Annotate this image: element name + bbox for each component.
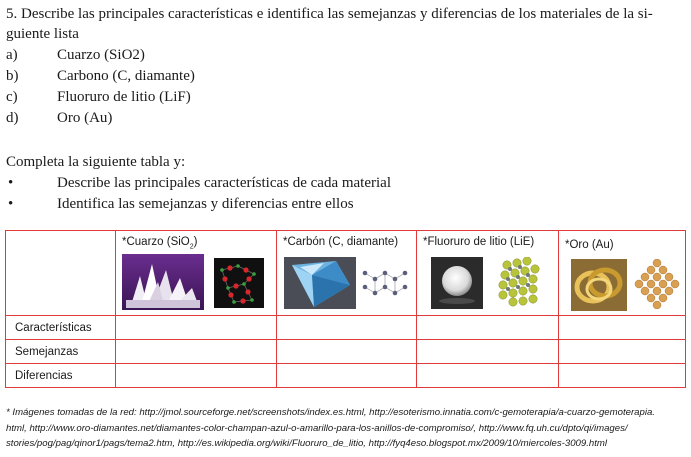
answer-cell[interactable] (559, 316, 686, 340)
answer-cell[interactable] (116, 316, 277, 340)
answer-cell[interactable] (277, 340, 417, 364)
gold-structure-image (633, 259, 681, 309)
answer-cell[interactable] (417, 316, 559, 340)
header-label: *Carbón (C, diamante) (283, 236, 399, 248)
table-row (6, 364, 686, 388)
option-text: Oro (Au) (57, 110, 113, 126)
header-label: *Fluoruro de litio (LiE) (423, 236, 535, 248)
header-label: *Oro (Au) (565, 239, 614, 251)
header-fluoruro (417, 231, 559, 316)
answer-cell[interactable] (116, 340, 277, 364)
diamond-image (284, 257, 356, 309)
option-letter: b) (6, 68, 19, 84)
footnote-line: stories/pog/pag/qinor1/pags/tema2.htm, http://es.wikipedia.org/wiki/Fluoruro_de_litio, http://fyq4eso.blogspot.mx/2009/10/miercoles-3009.html (6, 438, 608, 449)
footnote-line: * Imágenes tomadas de la red: http://jmol.sourceforge.net/screenshots/index.es.html, http://esoterismo.innatia.com/c-gemoterapia/a-cuarzo-gemoterapia. (6, 407, 655, 418)
bullet-icon: • (8, 175, 14, 191)
answer-cell[interactable] (417, 364, 559, 388)
lithium-fluoride-structure-image (495, 257, 545, 307)
question-line-1: 5. Describe las principales características e identifica las semejanzas y diferencias de los materiales de la si- (6, 6, 653, 22)
bullet-icon: • (8, 196, 14, 212)
header-cuarzo (116, 231, 277, 316)
option-text: Cuarzo (SiO2) (57, 47, 145, 63)
quartz-structure-image (214, 258, 264, 308)
header-carbon (277, 231, 417, 316)
header-label: *Cuarzo (SiO$_2$) (122, 236, 198, 251)
instructions-lead: Completa la siguiente tabla y: (6, 154, 186, 170)
quartz-crystal-image (122, 254, 204, 310)
image-credits-footnote (6, 405, 688, 452)
materials-table (5, 230, 686, 388)
answer-cell[interactable] (417, 340, 559, 364)
option-letter: c) (6, 89, 18, 105)
header-empty-cell (6, 231, 116, 316)
answer-cell[interactable] (277, 364, 417, 388)
answer-cell[interactable] (559, 340, 686, 364)
table-row (6, 316, 686, 340)
bullet-text: Identifica las semejanzas y diferencias entre ellos (57, 196, 354, 212)
answer-cell[interactable] (277, 316, 417, 340)
question-line-2: guiente lista (6, 26, 79, 42)
row-label-caracteristicas: Características (6, 316, 116, 340)
header-oro (559, 231, 686, 316)
option-text: Carbono (C, diamante) (57, 68, 195, 84)
gold-rings-image (571, 259, 627, 311)
option-letter: a) (6, 47, 18, 63)
row-label-diferencias: Diferencias (6, 364, 116, 388)
footnote-line: html, http://www.oro-diamantes.net/diamantes-color-champan-azul-o-amarillo-para-los-anillos-de-compromiso/, http://www.fq.uh.cu/dpto/qi/images/ (6, 422, 628, 434)
table-row (6, 340, 686, 364)
diamond-structure-image (361, 265, 409, 301)
answer-cell[interactable] (559, 364, 686, 388)
bullet-text: Describe las principales características de cada material (57, 175, 391, 191)
header-row (6, 231, 686, 316)
answer-cell[interactable] (116, 364, 277, 388)
lithium-fluoride-image (431, 257, 483, 309)
option-letter: d) (6, 110, 19, 126)
row-label-semejanzas: Semejanzas (6, 340, 116, 364)
option-text: Fluoruro de litio (LiF) (57, 89, 191, 105)
